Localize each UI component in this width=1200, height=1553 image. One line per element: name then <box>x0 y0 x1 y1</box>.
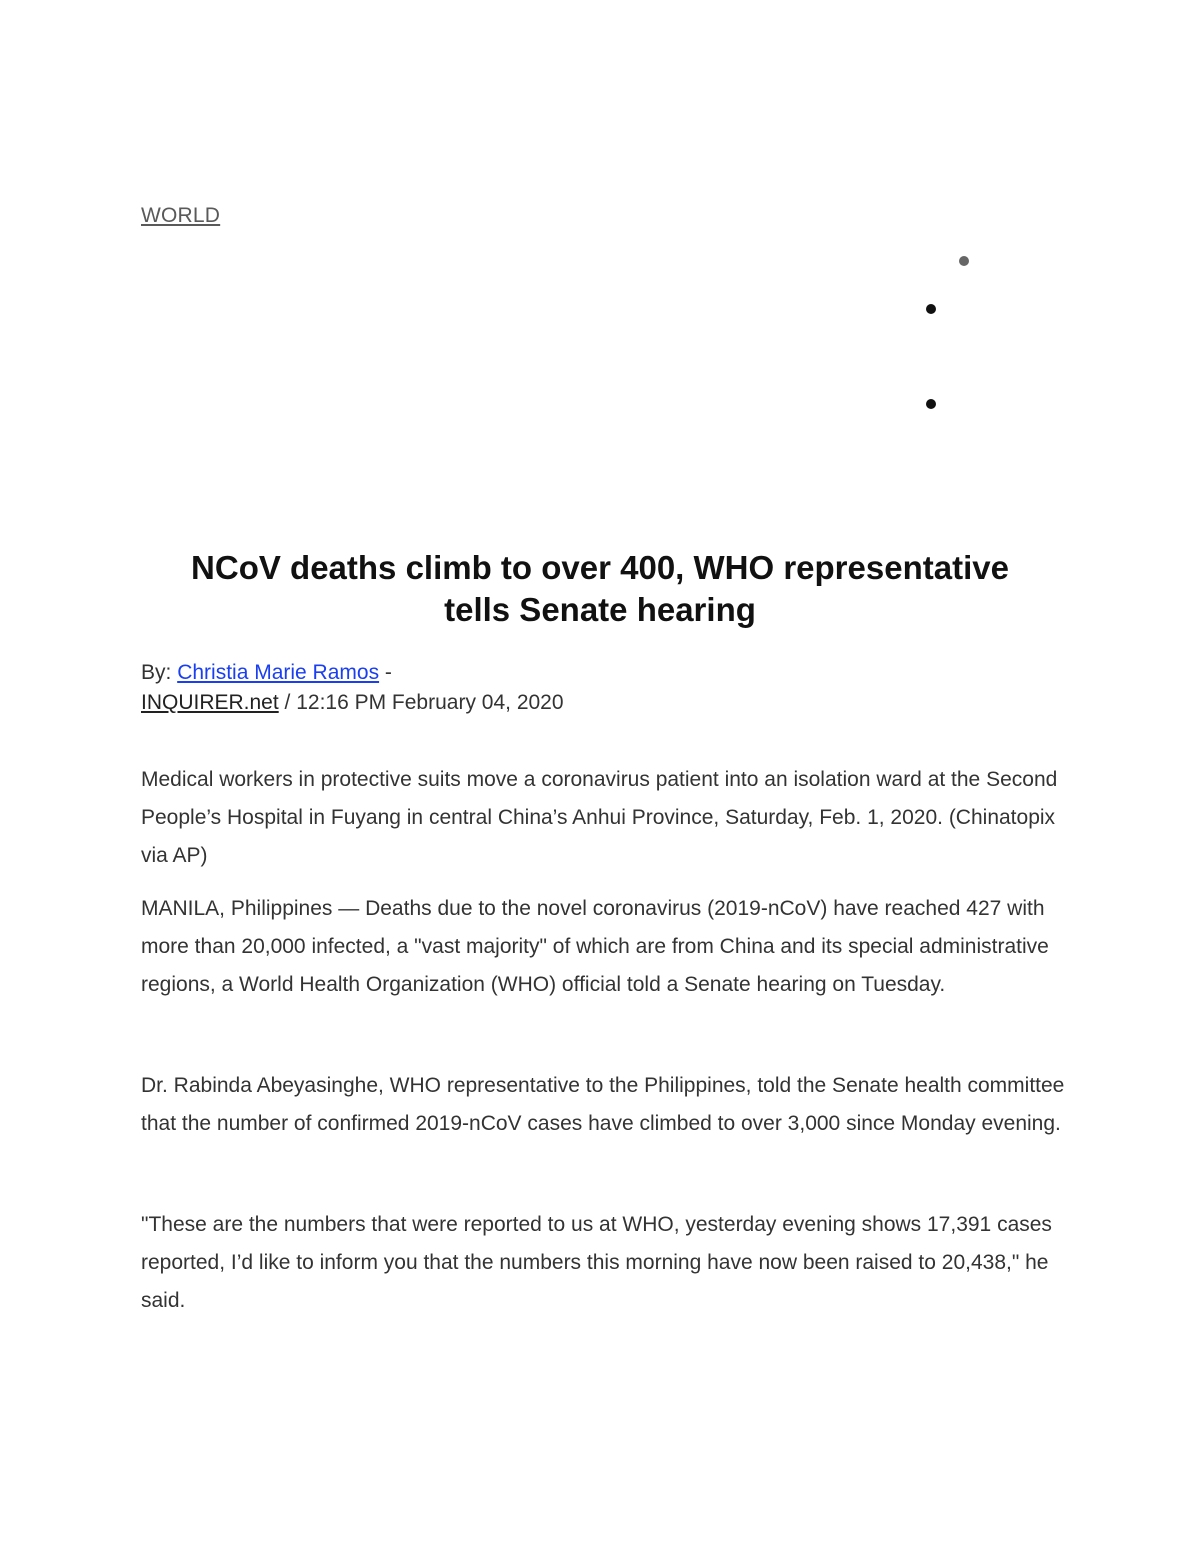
source-link[interactable]: INQUIRER.net <box>141 691 279 714</box>
article-paragraph: MANILA, Philippines — Deaths due to the novel coronavirus (2019-nCoV) have reached 427 with more than 20,000 infected, a "vast majority" of which are from China and its special administrative regions, a World Health Organization (WHO) official told a Senate hearing on Tuesday. <box>141 897 1049 996</box>
byline-separator: - <box>379 661 392 684</box>
bullet-dot-icon <box>959 256 969 266</box>
photo-caption: Medical workers in protective suits move a coronavirus patient into an isolation ward at the Second People’s Hospital in Fuyang in central China’s Anhui Province, Saturday, Feb. 1, 2020. (Chinatopix via AP) <box>141 768 1058 867</box>
bullet-dot-icon <box>926 399 936 409</box>
byline-timestamp: / 12:16 PM February 04, 2020 <box>278 691 564 714</box>
article-paragraph: "These are the numbers that were reported to us at WHO, yesterday evening shows 17,391 cases reported, I’d like to inform you that the numbers this morning have now been raised to 20,438," he said. <box>141 1213 1052 1312</box>
article-headline <box>100 547 1100 631</box>
headline-line-2: tells Senate hearing <box>444 591 756 628</box>
headline-line-1: NCoV deaths climb to over 400, WHO representative <box>191 549 1009 586</box>
byline <box>141 658 564 718</box>
article-paragraph: Dr. Rabinda Abeyasinghe, WHO representative to the Philippines, told the Senate health committee that the number of confirmed 2019-nCoV cases have climbed to over 3,000 since Monday evening. <box>141 1074 1065 1135</box>
bullet-dot-icon <box>926 304 936 314</box>
byline-prefix: By: <box>141 661 178 684</box>
section-link-world[interactable]: WORLD <box>141 204 221 227</box>
author-link[interactable]: Christia Marie Ramos <box>177 661 380 684</box>
